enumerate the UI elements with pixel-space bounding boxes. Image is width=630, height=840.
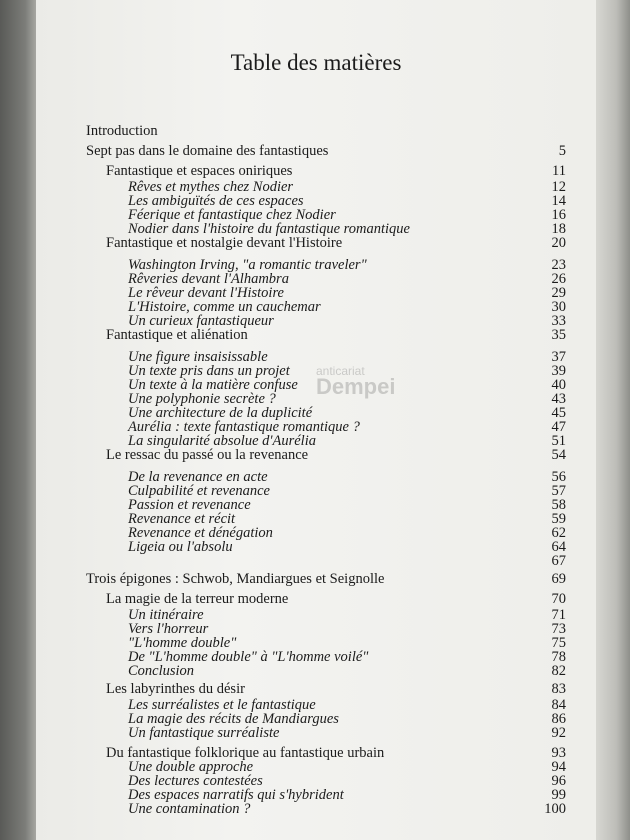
toc-entry-page: 18 — [551, 221, 566, 237]
watermark-line1: anticariat — [316, 364, 365, 378]
toc-entry-title: Les labyrinthes du désir — [106, 681, 245, 697]
toc-entry-title: Nodier dans l'histoire du fantastique romantique — [128, 221, 410, 237]
toc-entry-page: 99 — [551, 787, 566, 803]
toc-entry-title: Ligeia ou l'absolu — [128, 539, 233, 555]
toc-entry-title: Passion et revenance — [128, 497, 251, 513]
toc-entry-title: La magie des récits de Mandiargues — [128, 711, 339, 727]
toc-entry-title: Les surréalistes et le fantastique — [128, 697, 316, 713]
page-title: Table des matières — [230, 50, 402, 75]
toc-entry-page: 100 — [544, 801, 566, 817]
toc-entry-page: 43 — [551, 391, 566, 407]
toc-entry — [36, 446, 596, 464]
toc-entry-page: 73 — [551, 621, 566, 637]
toc-entry-page: 40 — [551, 377, 566, 393]
toc-entry-title: De la revenance en acte — [128, 469, 268, 485]
toc-entry-page: 51 — [551, 433, 566, 449]
toc-entry-title: Une contamination ? — [128, 801, 251, 817]
toc-entry-page: 56 — [551, 469, 566, 485]
toc-entry-page: 47 — [551, 419, 566, 435]
toc-entry-title: La magie de la terreur moderne — [106, 591, 289, 607]
toc-entry-page: 93 — [551, 745, 566, 761]
toc-entry-page: 92 — [551, 725, 566, 741]
toc-entry-page: 26 — [551, 271, 566, 287]
toc-entry-page: 96 — [551, 773, 566, 789]
toc-entry-page: 82 — [551, 663, 566, 679]
toc-entry-title: L'Histoire, comme un cauchemar — [128, 299, 321, 315]
toc-entry-page: 37 — [551, 349, 566, 365]
toc-entry-title: Fantastique et espaces oniriques — [106, 163, 293, 179]
toc-entry-title: Une architecture de la duplicité — [128, 405, 313, 421]
toc-entry-title: Féerique et fantastique chez Nodier — [128, 207, 336, 223]
toc-entry-title: Fantastique et nostalgie devant l'Histoire — [106, 235, 343, 251]
toc-entry-title: Culpabilité et revenance — [128, 483, 270, 499]
toc-entry-page: 54 — [551, 447, 566, 463]
toc-entry-title: De "L'homme double" à "L'homme voilé" — [128, 649, 369, 665]
toc-entry-title: Conclusion — [128, 663, 195, 679]
toc-entry — [36, 326, 596, 344]
toc-entry-title: Du fantastique folklorique au fantastique urbain — [106, 745, 385, 761]
toc-entry-page: 59 — [551, 511, 566, 527]
toc-entry — [36, 662, 596, 680]
watermark-line2: Dempei — [316, 374, 396, 399]
toc-entry — [36, 122, 596, 140]
toc-entry-title: Un fantastique surréaliste — [128, 725, 280, 741]
toc-entry-title: Un itinéraire — [128, 607, 204, 623]
toc-entry-title: Rêves et mythes chez Nodier — [128, 179, 294, 195]
toc-entry-page: 29 — [551, 285, 566, 301]
toc-entry-title: Une polyphonie secrète ? — [128, 391, 276, 407]
toc-entry-page: 11 — [552, 163, 566, 179]
toc-entry-page: 64 — [551, 539, 566, 555]
toc-entry-title: Vers l'horreur — [128, 621, 209, 637]
toc-entry — [36, 724, 596, 742]
toc-entry — [36, 800, 596, 818]
book-left-edge — [0, 0, 36, 840]
watermark — [316, 364, 395, 400]
toc-entry-page: 69 — [551, 571, 566, 587]
toc-entry-page: 57 — [551, 483, 566, 499]
toc-entry-title: Fantastique et aliénation — [106, 327, 248, 343]
toc-entry-title: Aurélia : texte fantastique romantique ? — [128, 419, 360, 435]
toc-entry-title: Le ressac du passé ou la revenance — [106, 447, 309, 463]
toc-entry-title: Revenance et dénégation — [128, 525, 273, 541]
toc-entry-page: 94 — [551, 759, 566, 775]
toc-entry-title: "L'homme double" — [128, 635, 237, 651]
toc-entry-page: 20 — [551, 235, 566, 251]
toc-entry-page: 33 — [551, 313, 566, 329]
toc-entry-title: Le rêveur devant l'Histoire — [128, 285, 284, 301]
toc-entry-title: Une double approche — [128, 759, 254, 775]
toc-entry-title: Un curieux fantastiqueur — [128, 313, 274, 329]
toc-entry — [36, 552, 596, 570]
toc-entry-title: Introduction — [86, 123, 158, 139]
toc-entry-page: 62 — [551, 525, 566, 541]
book-right-edge — [596, 0, 630, 840]
toc-entry-title: Les ambiguïtés de ces espaces — [128, 193, 304, 209]
toc-entry-page: 30 — [551, 299, 566, 315]
toc-entry-title: Trois épigones : Schwob, Mandiargues et Seignolle — [86, 571, 385, 587]
toc-entry-title: Sept pas dans le domaine des fantastiques — [86, 143, 329, 159]
toc-entry-title: Un texte pris dans un projet — [128, 363, 290, 379]
toc-entry-page: 16 — [551, 207, 566, 223]
toc-entry-page: 67 — [551, 553, 566, 569]
toc-entry-page: 5 — [558, 143, 566, 159]
toc-entry-page: 83 — [551, 681, 566, 697]
toc-entry-page: 86 — [551, 711, 566, 727]
toc-entry — [36, 234, 596, 252]
toc-entry-title: Des lectures contestées — [128, 773, 263, 789]
toc-entry-title: Rêveries devant l'Alhambra — [128, 271, 289, 287]
toc-entry-title: La singularité absolue d'Aurélia — [128, 433, 316, 449]
toc-entry-page: 75 — [551, 635, 566, 651]
toc-entry-page: 58 — [551, 497, 566, 513]
toc-entry — [36, 570, 596, 588]
toc-entry-page: 23 — [551, 257, 566, 273]
toc-entry-page: 45 — [551, 405, 566, 421]
toc-entry-page: 14 — [551, 193, 566, 209]
book-page — [36, 0, 596, 840]
toc-entry-page: 84 — [551, 697, 566, 713]
toc-entry-page: 39 — [551, 363, 566, 379]
toc-entry-page: 35 — [551, 327, 566, 343]
toc-entry-title: Une figure insaisissable — [128, 349, 268, 365]
toc-entry-title: Revenance et récit — [128, 511, 236, 527]
toc-entry — [36, 142, 596, 160]
toc-entry-page: 70 — [551, 591, 566, 607]
toc-entry-title: Washington Irving, "a romantic traveler" — [128, 257, 367, 273]
toc-entry-page: 71 — [551, 607, 566, 623]
toc-entry-page: 78 — [551, 649, 566, 665]
toc-entry-page: 12 — [551, 179, 566, 195]
toc-entry-title: Un texte à la matière confuse — [128, 377, 298, 393]
toc-entry-title: Des espaces narratifs qui s'hybrident — [128, 787, 344, 803]
